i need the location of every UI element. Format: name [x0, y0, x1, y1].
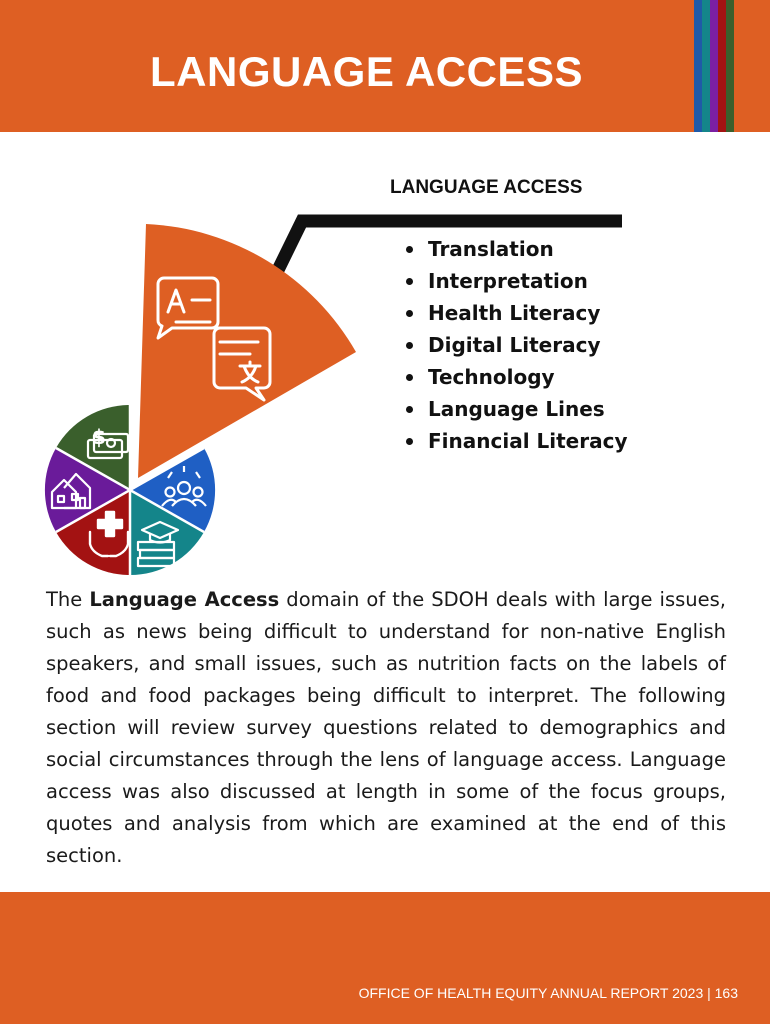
- domain-items-list: [404, 235, 628, 459]
- list-item: Technology: [404, 363, 628, 395]
- stripe: [702, 0, 710, 132]
- stripe: [710, 0, 718, 132]
- page-title: LANGUAGE ACCESS: [150, 48, 583, 95]
- list-item: Health Literacy: [404, 299, 628, 331]
- body-intro: The: [46, 588, 90, 611]
- svg-text:$: $: [92, 425, 106, 449]
- stripe: [726, 0, 734, 132]
- header-banner: [0, 0, 770, 132]
- section-heading: LANGUAGE ACCESS: [390, 177, 583, 198]
- color-stripes: [694, 0, 734, 132]
- footer-banner: [0, 892, 770, 1024]
- list-item: Translation: [404, 235, 628, 267]
- list-item: Language Lines: [404, 395, 628, 427]
- list-item: Digital Literacy: [404, 331, 628, 363]
- list-item: Interpretation: [404, 267, 628, 299]
- stripe: [718, 0, 726, 132]
- stripe: [694, 0, 702, 132]
- wheel-segment-language-access: [138, 224, 356, 478]
- body-paragraph: [46, 584, 726, 872]
- sdoh-domain-wheel: [0, 150, 770, 590]
- list-item: Financial Literacy: [404, 427, 628, 459]
- footer-text: OFFICE OF HEALTH EQUITY ANNUAL REPORT 2023 | 163: [358, 985, 738, 1001]
- body-bold-term: Language Access: [89, 588, 280, 611]
- body-rest: domain of the SDOH deals with large issues, such as news being difficult to understand for non-native English speakers, and small issues, such as nutrition facts on the labels of food and food packages being difficult to interpret. The following section will review survey questions related to demographics and social circumstances through the lens of language access. Language access was also discussed at length in some of the focus groups, quotes and analysis from which are examined at the end of this section.: [46, 588, 726, 867]
